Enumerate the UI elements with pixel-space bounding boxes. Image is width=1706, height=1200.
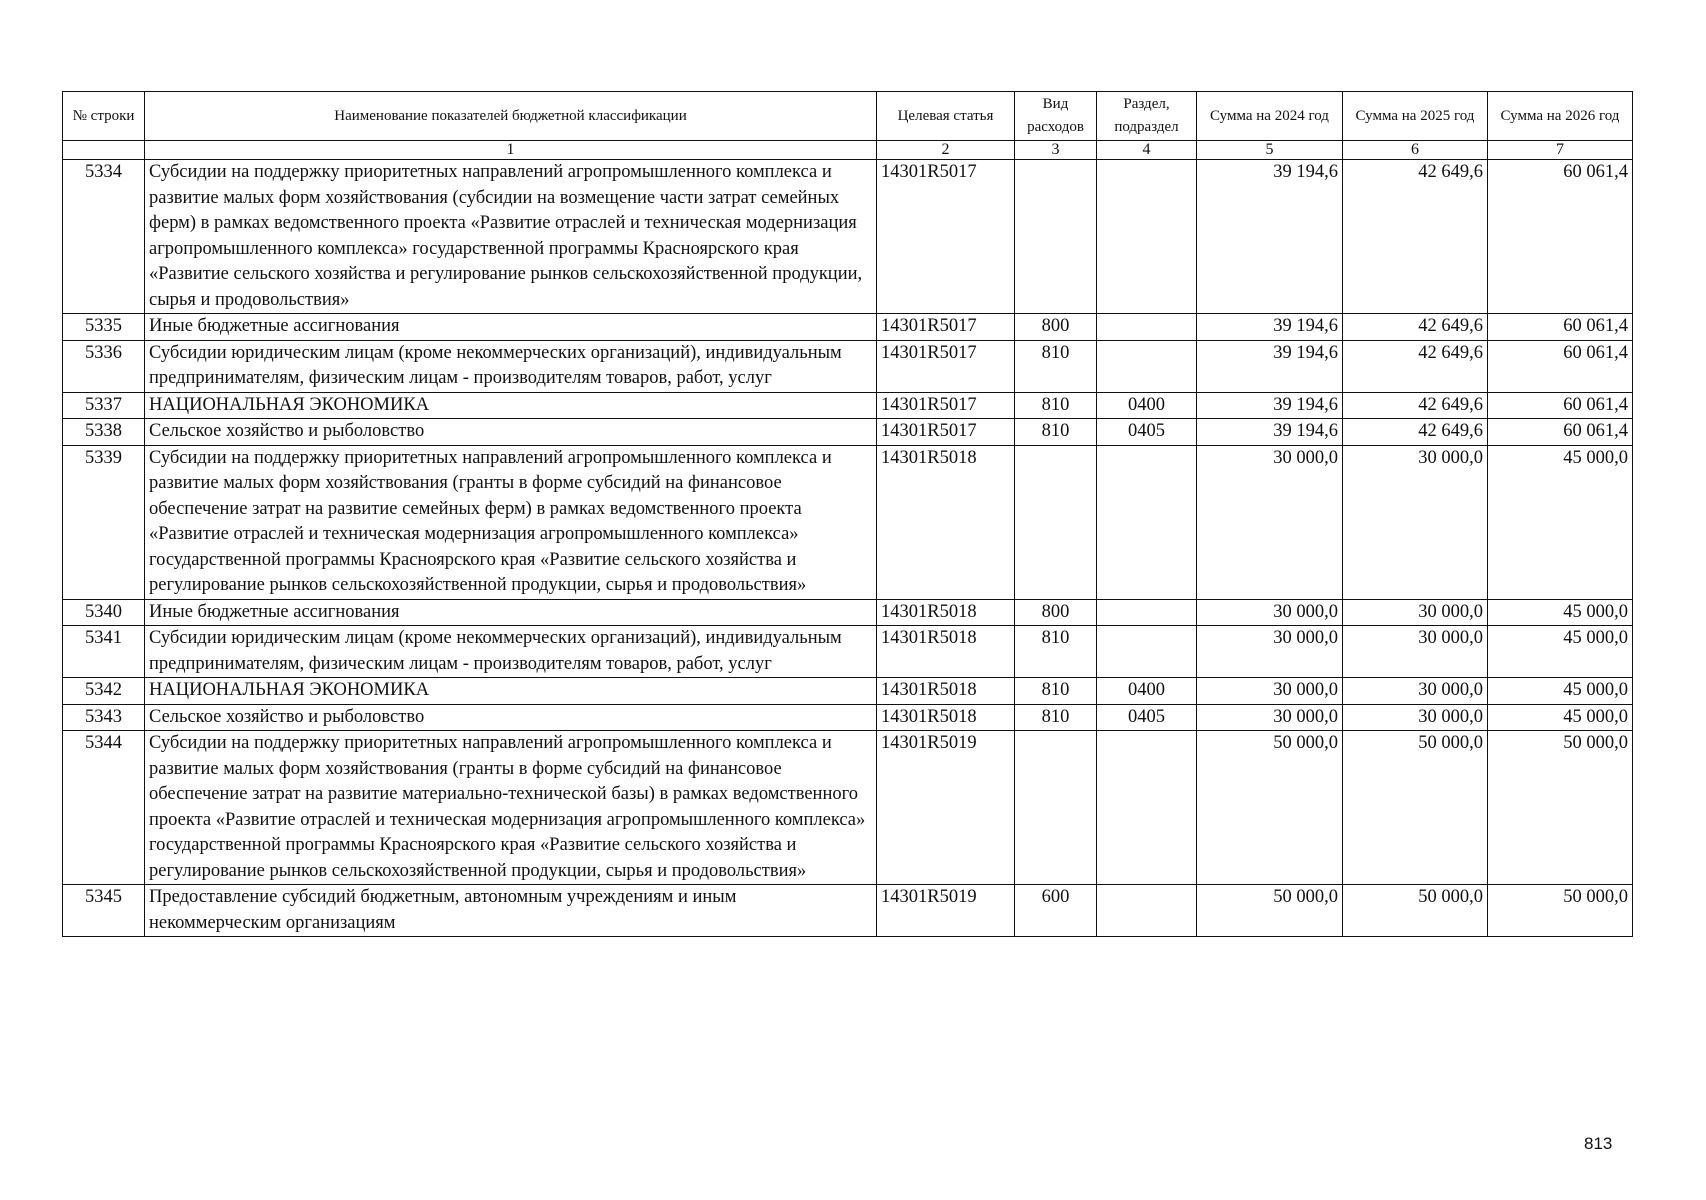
sum-2026-cell: 45 000,0	[1488, 445, 1633, 599]
column-number: 7	[1488, 141, 1633, 160]
row-number-cell: 5335	[63, 314, 145, 341]
sum-2024-cell: 30 000,0	[1197, 704, 1343, 731]
section-cell: 0400	[1097, 678, 1197, 705]
column-number-row	[63, 141, 1633, 160]
column-number: 6	[1343, 141, 1488, 160]
target-article-cell: 14301R5018	[877, 599, 1015, 626]
row-number-cell: 5342	[63, 678, 145, 705]
sum-2026-cell: 45 000,0	[1488, 599, 1633, 626]
target-article-cell: 14301R5018	[877, 626, 1015, 678]
sum-2024-cell: 39 194,6	[1197, 340, 1343, 392]
sum-2025-cell: 42 649,6	[1343, 419, 1488, 446]
table-row	[63, 445, 1633, 599]
indicator-name-cell: Субсидии на поддержку приоритетных направлений агропромышленного комплекса и развитие малых форм хозяйствования (субсидии на возмещение части затрат семейных ферм) в рамках ведомственного проекта «Развитие отраслей и техническая модернизация агропромышленного комплекса» государственной программы Красноярского края «Развитие сельского хозяйства и регулирование рынков сельскохозяйственной продукции, сырья и продовольствия»	[145, 160, 877, 314]
section-cell: 0400	[1097, 392, 1197, 419]
row-number-cell: 5338	[63, 419, 145, 446]
sum-2025-cell: 50 000,0	[1343, 731, 1488, 885]
sum-2024-cell: 50 000,0	[1197, 731, 1343, 885]
table-row	[63, 626, 1633, 678]
sum-2024-cell: 50 000,0	[1197, 885, 1343, 937]
sum-2024-cell: 30 000,0	[1197, 599, 1343, 626]
column-number: 3	[1015, 141, 1097, 160]
sum-2026-cell: 45 000,0	[1488, 626, 1633, 678]
table-row	[63, 731, 1633, 885]
table-row	[63, 314, 1633, 341]
indicator-name-cell: Предоставление субсидий бюджетным, автономным учреждениям и иным некоммерческим организациям	[145, 885, 877, 937]
table-row	[63, 340, 1633, 392]
target-article-cell: 14301R5019	[877, 731, 1015, 885]
indicator-name-cell: Иные бюджетные ассигнования	[145, 599, 877, 626]
table-row	[63, 704, 1633, 731]
sum-2025-cell: 42 649,6	[1343, 340, 1488, 392]
sum-2024-cell: 30 000,0	[1197, 445, 1343, 599]
section-cell	[1097, 445, 1197, 599]
indicator-name-cell: Сельское хозяйство и рыболовство	[145, 704, 877, 731]
sum-2026-cell: 45 000,0	[1488, 678, 1633, 705]
sum-2025-cell: 30 000,0	[1343, 626, 1488, 678]
section-cell	[1097, 731, 1197, 885]
table-row	[63, 599, 1633, 626]
column-number: 5	[1197, 141, 1343, 160]
sum-2024-cell: 39 194,6	[1197, 419, 1343, 446]
expense-type-cell: 800	[1015, 314, 1097, 341]
sum-2026-cell: 60 061,4	[1488, 392, 1633, 419]
indicator-name-cell: Сельское хозяйство и рыболовство	[145, 419, 877, 446]
sum-2024-cell: 39 194,6	[1197, 392, 1343, 419]
header-target: Целевая статья	[877, 92, 1015, 141]
section-cell	[1097, 885, 1197, 937]
header-row	[63, 92, 1633, 141]
sum-2026-cell: 60 061,4	[1488, 160, 1633, 314]
indicator-name-cell: НАЦИОНАЛЬНАЯ ЭКОНОМИКА	[145, 678, 877, 705]
section-cell	[1097, 314, 1197, 341]
header-razdel: Раздел, подраздел	[1097, 92, 1197, 141]
sum-2025-cell: 30 000,0	[1343, 445, 1488, 599]
header-vid: Вид расходов	[1015, 92, 1097, 141]
page-number: 813	[1584, 1134, 1613, 1153]
column-number: 4	[1097, 141, 1197, 160]
sum-2025-cell: 42 649,6	[1343, 392, 1488, 419]
table-row	[63, 419, 1633, 446]
sum-2024-cell: 30 000,0	[1197, 626, 1343, 678]
header-name: Наименование показателей бюджетной классификации	[145, 92, 877, 141]
sum-2026-cell: 60 061,4	[1488, 419, 1633, 446]
section-cell	[1097, 340, 1197, 392]
sum-2025-cell: 50 000,0	[1343, 885, 1488, 937]
target-article-cell: 14301R5017	[877, 340, 1015, 392]
expense-type-cell: 810	[1015, 392, 1097, 419]
target-article-cell: 14301R5018	[877, 704, 1015, 731]
sum-2025-cell: 30 000,0	[1343, 678, 1488, 705]
section-cell: 0405	[1097, 419, 1197, 446]
table-row	[63, 392, 1633, 419]
indicator-name-cell: Субсидии на поддержку приоритетных направлений агропромышленного комплекса и развитие малых форм хозяйствования (гранты в форме субсидий на финансовое обеспечение затрат на развитие материально-технической базы) в рамках ведомственного проекта «Развитие отраслей и техническая модернизация агропромышленного комплекса» государственной программы Красноярского края «Развитие сельского хозяйства и регулирование рынков сельскохозяйственной продукции, сырья и продовольствия»	[145, 731, 877, 885]
sum-2026-cell: 45 000,0	[1488, 704, 1633, 731]
target-article-cell: 14301R5017	[877, 314, 1015, 341]
row-number-cell: 5339	[63, 445, 145, 599]
expense-type-cell: 600	[1015, 885, 1097, 937]
expense-type-cell	[1015, 445, 1097, 599]
row-number-cell: 5337	[63, 392, 145, 419]
target-article-cell: 14301R5018	[877, 445, 1015, 599]
indicator-name-cell: НАЦИОНАЛЬНАЯ ЭКОНОМИКА	[145, 392, 877, 419]
budget-table	[62, 91, 1633, 937]
row-number-cell: 5345	[63, 885, 145, 937]
indicator-name-cell: Иные бюджетные ассигнования	[145, 314, 877, 341]
sum-2024-cell: 39 194,6	[1197, 160, 1343, 314]
sum-2024-cell: 39 194,6	[1197, 314, 1343, 341]
indicator-name-cell: Субсидии юридическим лицам (кроме некоммерческих организаций), индивидуальным предпринимателям, физическим лицам - производителям товаров, работ, услуг	[145, 626, 877, 678]
expense-type-cell: 810	[1015, 704, 1097, 731]
row-number-cell: 5344	[63, 731, 145, 885]
indicator-name-cell: Субсидии юридическим лицам (кроме некоммерческих организаций), индивидуальным предпринимателям, физическим лицам - производителям товаров, работ, услуг	[145, 340, 877, 392]
expense-type-cell: 810	[1015, 626, 1097, 678]
sum-2026-cell: 50 000,0	[1488, 885, 1633, 937]
row-number-cell: 5336	[63, 340, 145, 392]
section-cell	[1097, 626, 1197, 678]
target-article-cell: 14301R5017	[877, 419, 1015, 446]
section-cell	[1097, 599, 1197, 626]
indicator-name-cell: Субсидии на поддержку приоритетных направлений агропромышленного комплекса и развитие малых форм хозяйствования (гранты в форме субсидий на финансовое обеспечение затрат на развитие семейных ферм) в рамках ведомственного проекта «Развитие отраслей и техническая модернизация агропромышленного комплекса» государственной программы Красноярского края «Развитие сельского хозяйства и регулирование рынков сельскохозяйственной продукции, сырья и продовольствия»	[145, 445, 877, 599]
row-number-cell: 5341	[63, 626, 145, 678]
target-article-cell: 14301R5018	[877, 678, 1015, 705]
row-number-cell: 5334	[63, 160, 145, 314]
target-article-cell: 14301R5017	[877, 160, 1015, 314]
column-number: 1	[145, 141, 877, 160]
table-row	[63, 678, 1633, 705]
expense-type-cell: 810	[1015, 678, 1097, 705]
sum-2025-cell: 42 649,6	[1343, 160, 1488, 314]
sum-2026-cell: 60 061,4	[1488, 314, 1633, 341]
target-article-cell: 14301R5017	[877, 392, 1015, 419]
section-cell	[1097, 160, 1197, 314]
row-number-cell: 5343	[63, 704, 145, 731]
header-row-no: № строки	[63, 92, 145, 141]
column-number: 2	[877, 141, 1015, 160]
section-cell: 0405	[1097, 704, 1197, 731]
header-sum-2024: Сумма на 2024 год	[1197, 92, 1343, 141]
header-sum-2026: Сумма на 2026 год	[1488, 92, 1633, 141]
target-article-cell: 14301R5019	[877, 885, 1015, 937]
sum-2024-cell: 30 000,0	[1197, 678, 1343, 705]
expense-type-cell: 810	[1015, 419, 1097, 446]
table-row	[63, 160, 1633, 314]
row-number-cell: 5340	[63, 599, 145, 626]
column-number	[63, 141, 145, 160]
sum-2025-cell: 42 649,6	[1343, 314, 1488, 341]
sum-2025-cell: 30 000,0	[1343, 704, 1488, 731]
table-row	[63, 885, 1633, 937]
header-sum-2025: Сумма на 2025 год	[1343, 92, 1488, 141]
expense-type-cell: 800	[1015, 599, 1097, 626]
sum-2025-cell: 30 000,0	[1343, 599, 1488, 626]
expense-type-cell	[1015, 160, 1097, 314]
expense-type-cell: 810	[1015, 340, 1097, 392]
sum-2026-cell: 50 000,0	[1488, 731, 1633, 885]
sum-2026-cell: 60 061,4	[1488, 340, 1633, 392]
expense-type-cell	[1015, 731, 1097, 885]
